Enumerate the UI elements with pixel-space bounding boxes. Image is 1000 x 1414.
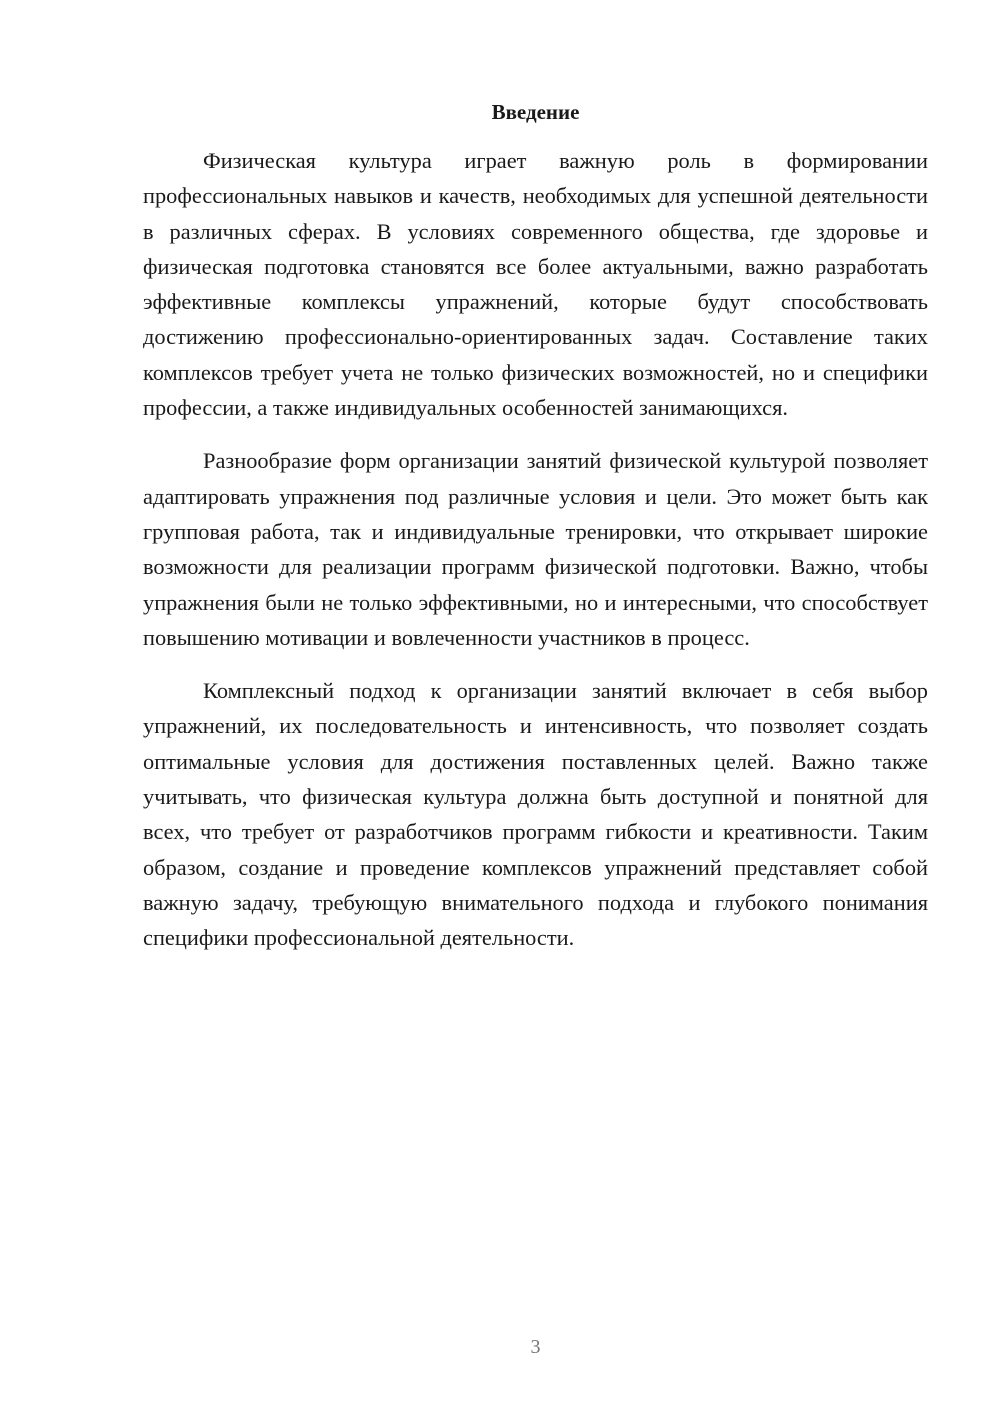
section-heading: Введение bbox=[491, 100, 580, 124]
paragraph-1: Физическая культура играет важную роль в формировании профессиональных навыков и качеств, необходимых для успешной деятельности в различных сферах. В условиях современного общества, где здоровье и физическая подготовка становятся все более актуальными, важно разработать эффективные комплексы упражнений, которые будут способствовать достижению профессионально-ориентированных задач. Составление таких комплексов требует учета не только физических возможностей, но и специфики профессии, а также индивидуальных особенностей занимающихся. bbox=[143, 148, 928, 421]
paragraph-2: Разнообразие форм организации занятий физической культурой позволяет адаптировать упражнения под различные условия и цели. Это может быть как групповая работа, так и индивидуальные тренировки, что открывает широкие возможности для реализации программ физической подготовки. Важно, чтобы упражнения были не только эффективными, но и интересными, что способствует повышению мотивации и вовлеченности участников в процесс. bbox=[143, 448, 928, 650]
page-number: 3 bbox=[530, 1336, 541, 1358]
body-text bbox=[143, 143, 928, 956]
paragraph-3: Комплексный подход к организации занятий включает в себя выбор упражнений, их последовательность и интенсивность, что позволяет создать оптимальные условия для достижения поставленных целей. Важно также учитывать, что физическая культура должна быть доступной и понятной для всех, что требует от разработчиков программ гибкости и креативности. Таким образом, создание и проведение комплексов упражнений представляет собой важную задачу, требующую внимательного подхода и глубокого понимания специфики профессиональной деятельности. bbox=[143, 678, 928, 951]
